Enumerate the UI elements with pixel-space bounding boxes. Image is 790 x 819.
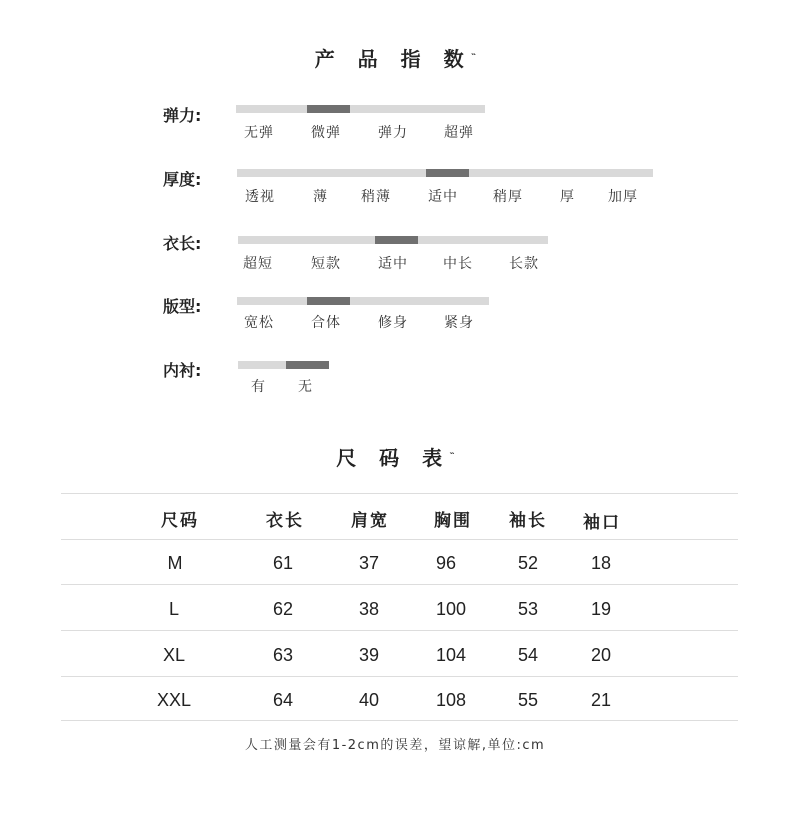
table-cell: 39 (358, 645, 380, 665)
table-cell: 54 (517, 645, 539, 665)
attr-track-length (238, 236, 548, 244)
attr-option: 无弹 (244, 125, 274, 141)
table-cell: 100 (435, 599, 467, 619)
table-divider (61, 584, 738, 585)
table-divider (61, 630, 738, 631)
attr-option: 修身 (378, 315, 408, 331)
table-header-cell: 衣长 (266, 511, 304, 531)
table-cell: 19 (590, 599, 612, 619)
size-chart-title-text: 尺 码 表 (336, 446, 451, 470)
attr-option: 适中 (428, 189, 458, 205)
table-header-cell: 尺码 (161, 511, 199, 531)
attr-option: 超弹 (444, 125, 474, 141)
table-header-cell: 胸围 (434, 511, 472, 531)
table-divider (61, 676, 738, 677)
table-cell: L (168, 599, 179, 619)
attr-track-thickness (237, 169, 653, 177)
table-cell: 104 (435, 645, 467, 665)
attr-option: 薄 (313, 189, 328, 205)
attr-selected-marker-length (375, 236, 418, 244)
attr-option: 宽松 (244, 315, 274, 331)
table-cell: 20 (590, 645, 612, 665)
attr-option: 合体 (311, 315, 341, 331)
attr-label-thickness: 厚度: (163, 170, 202, 189)
attr-label-lining: 内衬: (163, 361, 202, 380)
attr-option: 短款 (311, 256, 341, 272)
table-cell: XXL (156, 690, 192, 710)
table-header-cell: 袖口 (583, 513, 621, 533)
product-index-title (0, 43, 790, 72)
attr-track-fit (237, 297, 489, 305)
table-header-cell: 袖长 (509, 511, 547, 531)
table-cell: 63 (272, 645, 294, 665)
attr-option: 稍厚 (493, 189, 523, 205)
measurement-note: 人工测量会有1-2cm的误差，望谅解,单位:cm (244, 738, 546, 753)
attr-track-elasticity (236, 105, 485, 113)
table-cell: 40 (358, 690, 380, 710)
table-header-cell: 肩宽 (351, 511, 389, 531)
attr-option: 微弹 (311, 125, 341, 141)
attr-label-fit: 版型: (163, 297, 202, 316)
title-tick-mark: ˵ (450, 445, 454, 458)
attr-option: 厚 (560, 189, 575, 205)
table-cell: 37 (358, 553, 380, 573)
table-cell: XL (162, 645, 186, 665)
attr-option: 适中 (378, 256, 408, 272)
table-cell: 21 (590, 690, 612, 710)
attr-selected-marker-lining (286, 361, 329, 369)
table-cell: 55 (517, 690, 539, 710)
size-chart-title (0, 442, 790, 471)
attr-selected-marker-thickness (426, 169, 469, 177)
attr-option: 加厚 (608, 189, 638, 205)
attr-label-elasticity: 弹力: (163, 106, 202, 125)
attr-option: 中长 (443, 256, 473, 272)
table-cell: 62 (272, 599, 294, 619)
attr-option: 弹力 (378, 125, 408, 141)
attr-option: 长款 (509, 256, 539, 272)
attr-option: 紧身 (444, 315, 474, 331)
table-cell: 18 (590, 553, 612, 573)
table-divider (61, 493, 738, 494)
attr-option: 超短 (243, 256, 273, 272)
attr-option: 无 (298, 379, 313, 395)
product-index-title-text: 产 品 指 数 (314, 47, 472, 71)
attr-selected-marker-fit (307, 297, 350, 305)
attr-track-lining (238, 361, 329, 369)
attr-option: 透视 (245, 189, 275, 205)
table-cell: 96 (435, 553, 457, 573)
table-cell: 108 (435, 690, 467, 710)
attr-option: 有 (251, 379, 266, 395)
table-cell: 52 (517, 553, 539, 573)
attr-label-length: 衣长: (163, 234, 202, 253)
table-cell: 64 (272, 690, 294, 710)
table-cell: M (167, 553, 183, 573)
table-divider (61, 720, 738, 721)
table-cell: 53 (517, 599, 539, 619)
attr-option: 稍薄 (361, 189, 391, 205)
table-cell: 61 (272, 553, 294, 573)
table-cell: 38 (358, 599, 380, 619)
table-divider (61, 539, 738, 540)
title-tick-mark: ˵ (471, 46, 476, 59)
attr-selected-marker-elasticity (307, 105, 350, 113)
